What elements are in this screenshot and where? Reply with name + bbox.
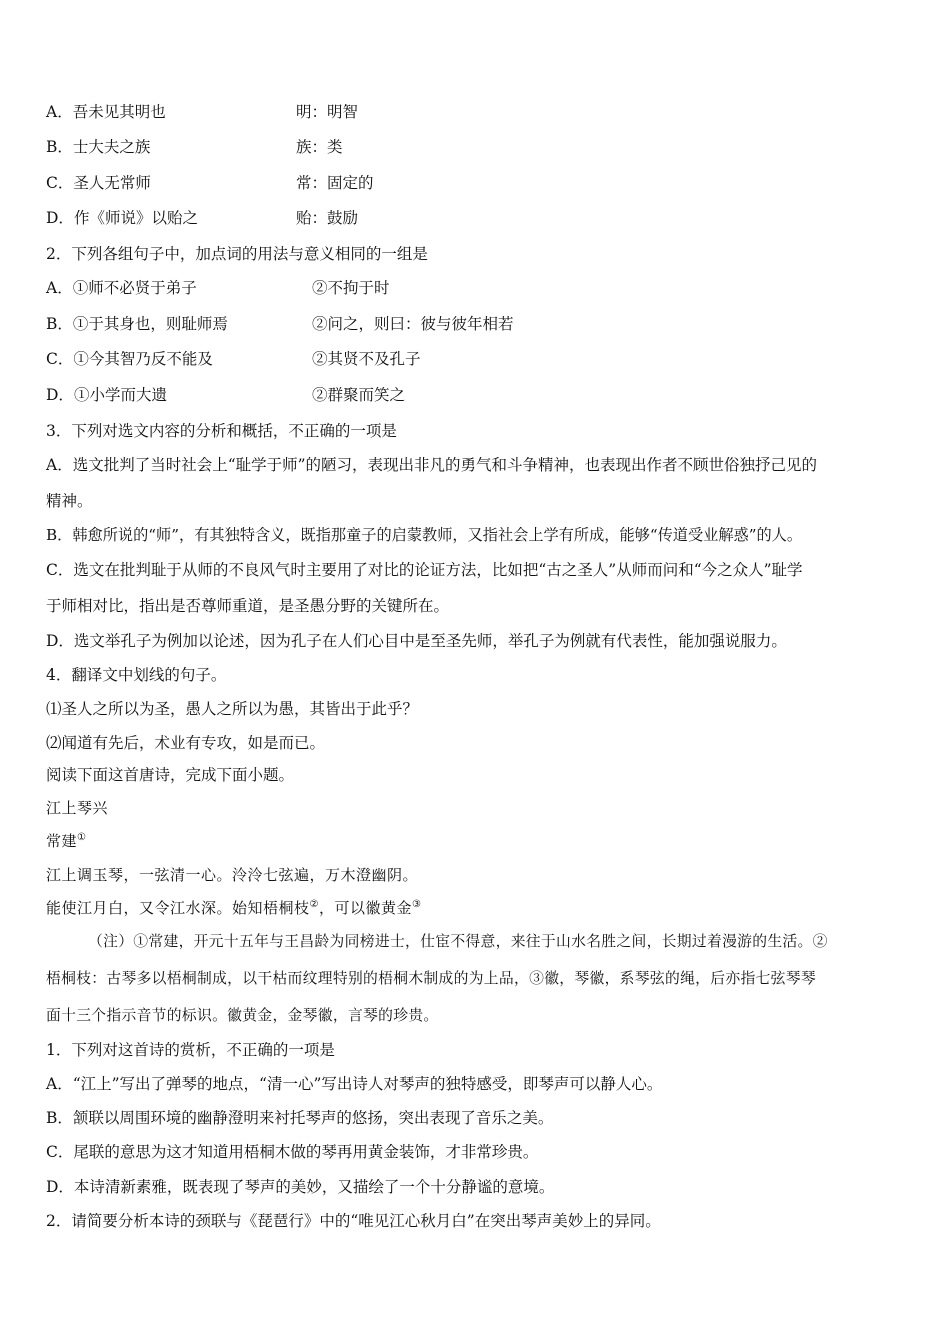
option-gloss: 贻：鼓励 — [296, 209, 359, 227]
option-phrase: 士大夫之族 — [72, 138, 151, 156]
poem-line-1: 江上调玉琴，一弦清一心。泠泠七弦遍，万木澄幽阴。 — [46, 866, 419, 884]
poem-q1-stem: 1．下列对这首诗的赏析，不正确的一项是 — [46, 1041, 335, 1059]
option-label: B． — [46, 138, 73, 156]
option-phrase: 作《师说》以贻之 — [73, 209, 198, 227]
poem-line-2 — [46, 898, 421, 918]
q2-option-d — [46, 385, 406, 405]
option-sentence-2: ②不拘于时 — [312, 279, 390, 297]
option-label: C． — [46, 350, 74, 368]
option-sentence-1: ①今其智乃反不能及 — [73, 350, 213, 368]
option-label: C． — [46, 174, 74, 192]
q4-item-1: ⑴圣人之所以为圣，愚人之所以为愚，其皆出于此乎？ — [46, 700, 419, 718]
q3-option-c-line1: C．选文在批判耻于从师的不良风气时主要用了对比的论证方法，比如把“古之圣人”从师而问和“今之众人”耻学 — [46, 561, 803, 579]
q3-stem: 3．下列对选文内容的分析和概括，不正确的一项是 — [46, 422, 397, 440]
footnote-mark: ① — [77, 832, 87, 843]
poem-q1-option-a: A．“江上”写出了弹琴的地点，“清一心”写出诗人对琴声的独特感受，即琴声可以静人心。 — [46, 1075, 663, 1093]
option-label: D． — [46, 386, 74, 404]
author-name: 常建 — [46, 832, 78, 850]
footnote-mark: ③ — [412, 899, 422, 910]
option-label: A． — [46, 103, 73, 121]
q3-option-a-line2: 精神。 — [46, 492, 93, 510]
q3-option-c-line2: 于师相对比，指出是否尊师重道，是圣愚分野的关键所在。 — [46, 597, 450, 615]
q1-option-a — [46, 102, 359, 122]
poem-line-2-text: 能使江月白，又令江水深。始知梧桐枝 — [46, 899, 310, 917]
option-sentence-2: ②其贤不及孔子 — [312, 350, 421, 368]
option-sentence-2: ②群聚而笑之 — [312, 386, 406, 404]
option-label: A． — [46, 279, 73, 297]
poem-author — [46, 831, 86, 851]
q2-stem: 2．下列各组句子中，加点词的用法与意义相同的一组是 — [46, 245, 428, 263]
option-gloss: 族：类 — [296, 138, 343, 156]
poem-note-line2: 梧桐枝：古琴多以梧桐制成，以干枯而纹理特别的梧桐木制成的为上品，③徽，琴徽，系琴弦的绳，后亦指七弦琴琴 — [46, 970, 816, 987]
poem-q1-option-d: D．本诗清新素雅，既表现了琴声的美妙，又描绘了一个十分静谧的意境。 — [46, 1178, 555, 1196]
q3-option-a-line1: A．选文批判了当时社会上“耻学于师”的陋习，表现出非凡的勇气和斗争精神，也表现出作者不顾世俗独抒己见的 — [46, 456, 818, 474]
poem-intro: 阅读下面这首唐诗，完成下面小题。 — [46, 766, 295, 784]
q1-option-d — [46, 208, 359, 228]
option-gloss: 明：明智 — [296, 103, 359, 121]
poem-q1-option-b: B．颔联以周围环境的幽静澄明来衬托琴声的悠扬，突出表现了音乐之美。 — [46, 1109, 554, 1127]
poem-line-2-rest: ，可以徽黄金 — [318, 899, 412, 917]
option-phrase: 圣人无常师 — [73, 174, 151, 192]
q3-option-d: D．选文举孔子为例加以论述，因为孔子在人们心目中是至圣先师，举孔子为例就有代表性，能加强说服力。 — [46, 632, 787, 650]
option-gloss: 常：固定的 — [296, 174, 374, 192]
q3-option-b: B．韩愈所说的“师”，有其独特含义，既指那童子的启蒙教师，又指社会上学有所成，能够“传道受业解惑”的人。 — [46, 526, 803, 544]
option-label: B． — [46, 315, 73, 333]
option-sentence-1: ①师不必贤于弟子 — [72, 279, 197, 297]
q4-stem: 4．翻译文中划线的句子。 — [46, 666, 227, 684]
footnote-mark: ② — [309, 899, 319, 910]
q2-option-b — [46, 314, 514, 334]
q2-option-c — [46, 349, 421, 369]
poem-title: 江上琴兴 — [46, 799, 109, 817]
option-phrase: 吾未见其明也 — [72, 103, 166, 121]
poem-note-line1: （注）①常建，开元十五年与王昌龄为同榜进士，仕宦不得意，来往于山水名胜之间，长期过着漫游的生活。② — [88, 933, 828, 950]
option-sentence-1: ①小学而大遗 — [73, 386, 167, 404]
poem-q1-option-c: C．尾联的意思为这才知道用梧桐木做的琴再用黄金装饰，才非常珍贵。 — [46, 1143, 539, 1161]
option-sentence-1: ①于其身也，则耻师焉 — [72, 315, 228, 333]
poem-note-line3: 面十三个指示音节的标识。徽黄金，金琴徽，言琴的珍贵。 — [46, 1007, 439, 1024]
option-sentence-2: ②问之，则曰：彼与彼年相若 — [312, 315, 514, 333]
q1-option-b — [46, 137, 343, 157]
poem-q2-stem: 2．请简要分析本诗的颈联与《琵琶行》中的“唯见江心秋月白”在突出琴声美妙上的异同。 — [46, 1212, 661, 1230]
q1-option-c — [46, 173, 374, 193]
q4-item-2: ⑵闻道有先后，术业有专攻，如是而已。 — [46, 734, 326, 752]
option-label: D． — [46, 209, 74, 227]
q2-option-a — [46, 278, 390, 298]
